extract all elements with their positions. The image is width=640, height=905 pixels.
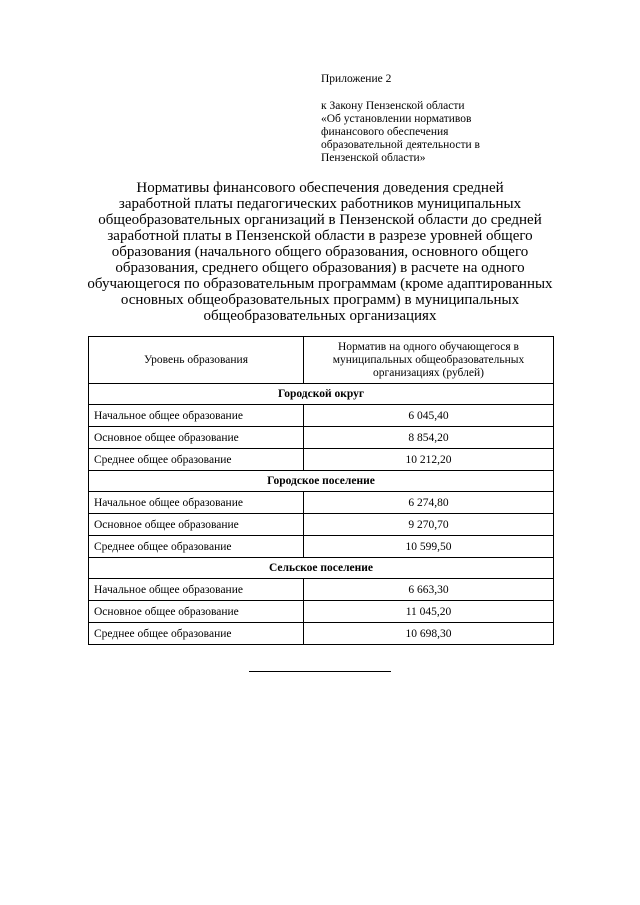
table-row (89, 536, 554, 558)
level-cell: Основное общее образование (89, 601, 304, 623)
appendix-line: к Закону Пензенской области (321, 100, 465, 112)
value-cell: 10 698,30 (304, 623, 554, 645)
value-cell: 9 270,70 (304, 514, 554, 536)
header-norm-line: муниципальных общеобразовательных (332, 353, 525, 366)
appendix-line: «Об установлении нормативов (321, 113, 472, 125)
section-row (89, 471, 554, 492)
table-row (89, 579, 554, 601)
appendix-line: Пензенской области» (321, 152, 426, 164)
level-cell: Среднее общее образование (89, 623, 304, 645)
value-cell: 11 045,20 (304, 601, 554, 623)
section-title: Городское поселение (89, 471, 554, 492)
level-cell: Начальное общее образование (89, 579, 304, 601)
closing-rule (249, 671, 391, 672)
title-line: основных общеобразовательных программ) в муниципальных (120, 292, 520, 308)
document-title (80, 180, 560, 324)
section-row (89, 384, 554, 405)
value-cell: 10 599,50 (304, 536, 554, 558)
level-cell: Основное общее образование (89, 427, 304, 449)
table-row (89, 427, 554, 449)
table-row (89, 405, 554, 427)
section-row (89, 558, 554, 579)
title-line: Нормативы финансового обеспечения доведения средней (136, 180, 504, 196)
value-cell: 6 045,40 (304, 405, 554, 427)
value-cell: 8 854,20 (304, 427, 554, 449)
appendix-line: образовательной деятельности в (321, 139, 480, 151)
appendix-line: финансового обеспечения (321, 126, 449, 138)
table-row (89, 492, 554, 514)
value-cell: 10 212,20 (304, 449, 554, 471)
title-line: общеобразовательных организациях (203, 308, 437, 324)
appendix-block (321, 73, 571, 165)
title-line: заработной платы педагогических работников муниципальных (118, 196, 522, 212)
header-norm-line: Норматив на одного обучающегося в (337, 340, 519, 353)
header-norm (304, 337, 554, 384)
appendix-label: Приложение 2 (321, 73, 392, 85)
table-row (89, 449, 554, 471)
level-cell: Начальное общее образование (89, 492, 304, 514)
table-row (89, 623, 554, 645)
level-cell: Основное общее образование (89, 514, 304, 536)
table-header-row (89, 337, 554, 384)
value-cell: 6 663,30 (304, 579, 554, 601)
header-norm-line: организациях (рублей) (373, 366, 484, 379)
level-cell: Среднее общее образование (89, 449, 304, 471)
level-cell: Начальное общее образование (89, 405, 304, 427)
title-line: образования (начального общего образования, основного общего (111, 244, 529, 260)
table-row (89, 514, 554, 536)
header-level: Уровень образования (89, 337, 304, 384)
title-line: общеобразовательных организаций в Пензенской области до средней (98, 212, 542, 228)
section-title: Сельское поселение (89, 558, 554, 579)
table-row (89, 601, 554, 623)
title-line: образования, среднего общего образования) в расчете на одного (115, 260, 525, 276)
title-line: заработной платы в Пензенской области в разрезе уровней общего (107, 228, 533, 244)
level-cell: Среднее общее образование (89, 536, 304, 558)
title-line: обучающегося по образовательным программам (кроме адаптированных (87, 276, 553, 292)
value-cell: 6 274,80 (304, 492, 554, 514)
norms-table (88, 336, 554, 645)
section-title: Городской округ (89, 384, 554, 405)
